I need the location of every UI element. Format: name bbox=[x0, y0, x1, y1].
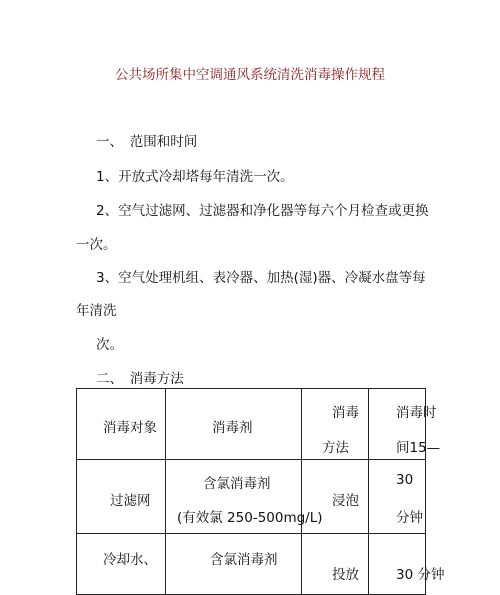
header-cell-time bbox=[369, 389, 441, 460]
row1-object-cell bbox=[77, 460, 166, 534]
paragraph-item-3-continued: 年清洗 bbox=[76, 303, 117, 319]
row1-object: 过滤网 bbox=[110, 493, 151, 509]
table-header-row bbox=[77, 389, 426, 460]
row1-time-2: 分钟 bbox=[396, 510, 423, 526]
row1-time-1: 30 bbox=[396, 472, 414, 488]
row1-agent-cell bbox=[166, 460, 323, 534]
paragraph-item-2-continued: 一次。 bbox=[76, 237, 117, 253]
row2-agent-cell bbox=[166, 534, 302, 595]
header-method-label-2: 方法 bbox=[322, 440, 349, 456]
row1-agent-1: 含氯消毒剂 bbox=[203, 476, 271, 492]
row1-time-cell bbox=[369, 460, 426, 534]
section-heading-method: 二、 消毒方法 bbox=[96, 371, 184, 387]
header-cell-agent bbox=[166, 389, 302, 460]
header-cell-object bbox=[77, 389, 166, 460]
row2-object-cell bbox=[77, 534, 166, 595]
row2-time-cell bbox=[369, 534, 445, 595]
header-method-label-1: 消毒 bbox=[332, 405, 359, 421]
table-row bbox=[77, 534, 426, 595]
header-cell-method bbox=[302, 389, 369, 460]
section-heading-scope: 一、 范围和时间 bbox=[96, 134, 198, 150]
row1-agent-2: (有效氯 250-500mg/L) bbox=[177, 510, 323, 526]
header-agent-label: 消毒剂 bbox=[212, 420, 253, 436]
header-object-label: 消毒对象 bbox=[103, 420, 157, 436]
document-title: 公共场所集中空调通风系统清洗消毒操作规程 bbox=[115, 67, 385, 83]
row1-method-cell bbox=[302, 460, 369, 534]
row1-method: 浸泡 bbox=[332, 493, 359, 509]
row2-agent-1: 含氯消毒剂 bbox=[210, 552, 278, 568]
row2-time-1: 30 分钟 bbox=[396, 567, 445, 583]
header-time-label-2: 间15— bbox=[396, 440, 441, 456]
paragraph-item-1: 1、开放式冷却塔每年清洗一次。 bbox=[96, 169, 294, 185]
disinfection-table bbox=[76, 388, 445, 595]
row2-method-cell bbox=[302, 534, 369, 595]
paragraph-item-2: 2、空气过滤网、过滤器和净化器等每六个月检查或更换 bbox=[96, 203, 429, 219]
paragraph-item-3-end: 次。 bbox=[96, 337, 123, 353]
row2-method: 投放 bbox=[332, 567, 359, 583]
paragraph-item-3: 3、空气处理机组、表冷器、加热(湿)器、冷凝水盘等每 bbox=[96, 270, 426, 286]
row2-object: 冷却水、 bbox=[103, 552, 157, 568]
header-time-label-1: 消毒时 bbox=[396, 405, 437, 421]
table-row bbox=[77, 460, 426, 534]
